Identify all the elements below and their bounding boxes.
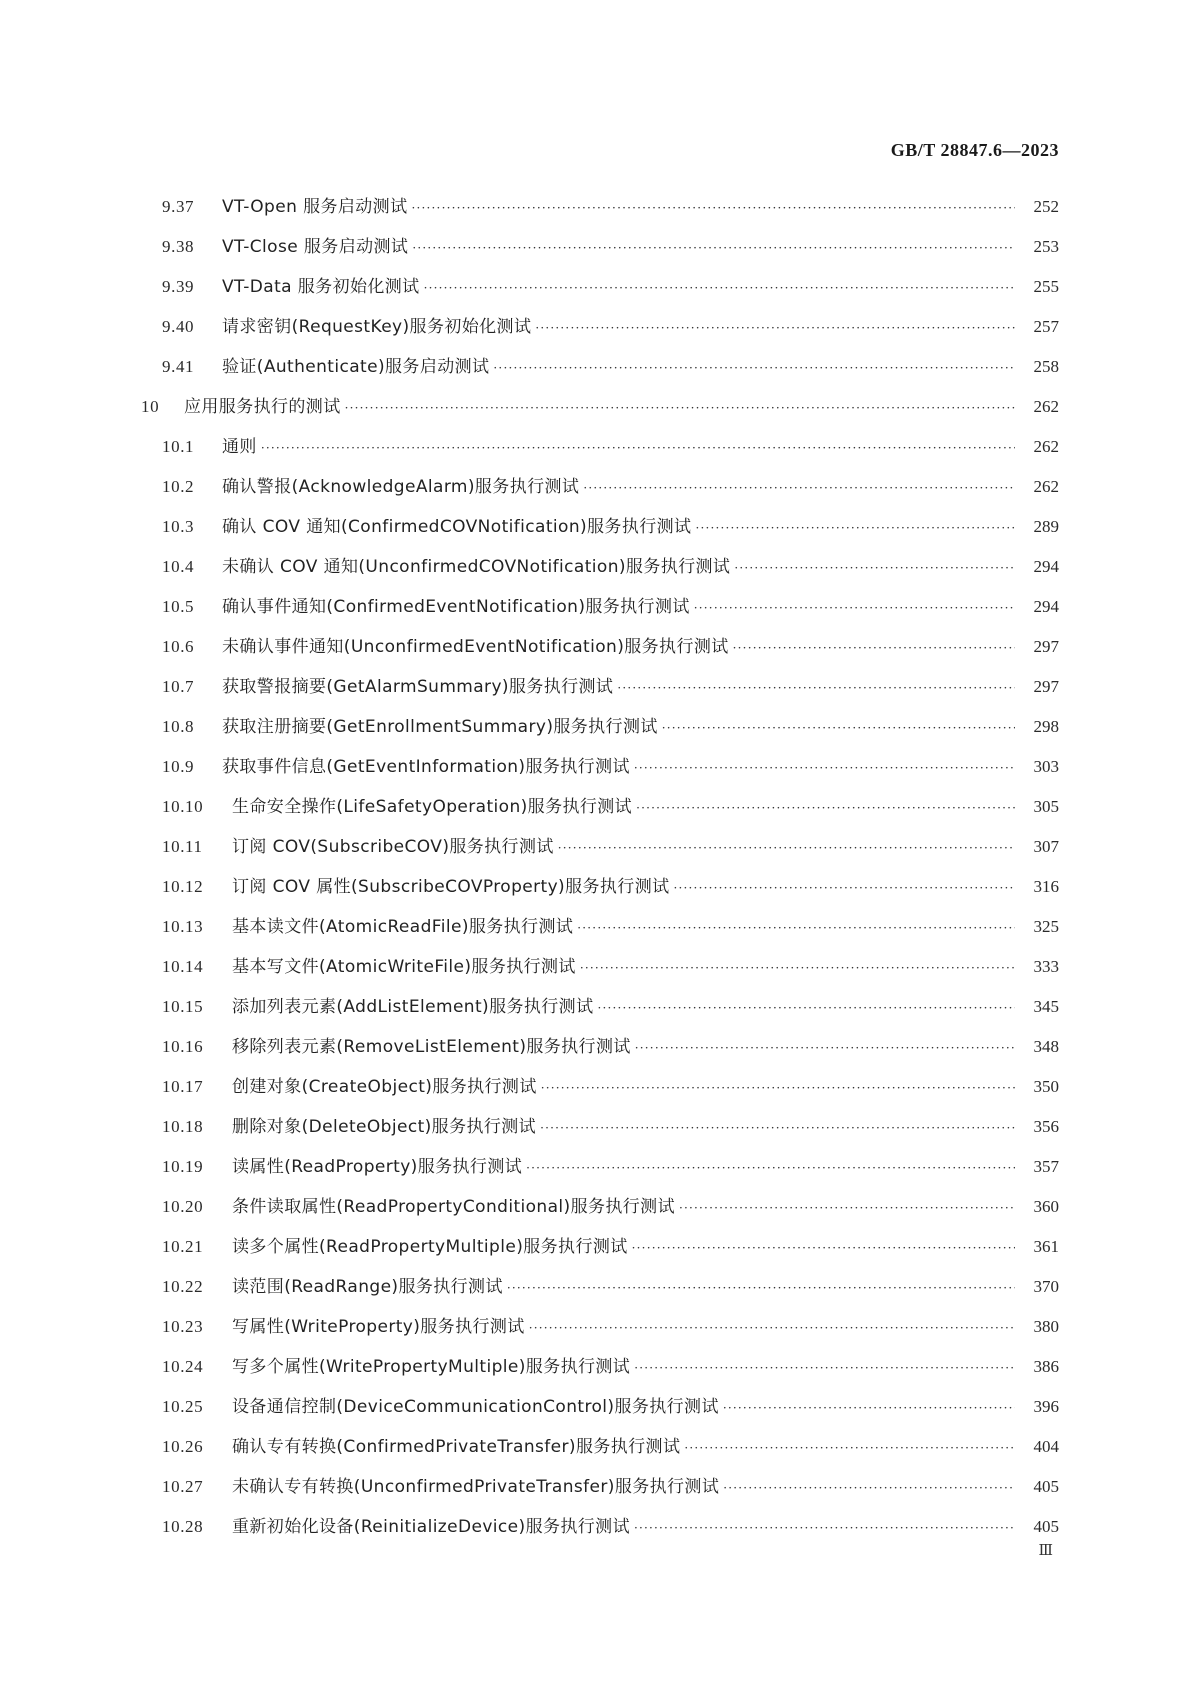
toc-entry-number: 10.26: [162, 1437, 204, 1456]
toc-entry[interactable]: [0, 1107, 1191, 1147]
toc-leader-dots: [662, 708, 1015, 748]
toc-entry-title: 添加列表元素(AddListElement)服务执行测试: [232, 997, 594, 1017]
toc-entry-page: 380: [1033, 1317, 1059, 1336]
toc-entry-page: 257: [1033, 317, 1059, 336]
toc-entry-title: 重新初始化设备(ReinitializeDevice)服务执行测试: [232, 1517, 630, 1537]
toc-entry[interactable]: [0, 307, 1191, 347]
toc-leader-dots: [723, 1468, 1015, 1508]
toc-entry-title: 应用服务执行的测试: [184, 397, 341, 417]
toc-entry-page: 396: [1033, 1397, 1059, 1416]
toc-entry-page: 262: [1033, 397, 1059, 416]
toc-entry-number: 9.37: [162, 197, 195, 216]
toc-entry-number: 10.23: [162, 1317, 204, 1336]
toc-entry[interactable]: [0, 1427, 1191, 1467]
toc-entry-page: 316: [1033, 877, 1059, 896]
toc-leader-dots: [261, 428, 1015, 468]
toc-leader-dots: [636, 788, 1015, 828]
toc-entry-page: 360: [1033, 1197, 1059, 1216]
toc-leader-dots: [597, 988, 1015, 1028]
toc-entry-number: 10.15: [162, 997, 204, 1016]
toc-entry-page: 303: [1033, 757, 1059, 776]
toc-entry[interactable]: [0, 387, 1191, 427]
toc-leader-dots: [734, 548, 1015, 588]
toc-leader-dots: [634, 748, 1015, 788]
toc-leader-dots: [529, 1308, 1015, 1348]
toc-entry[interactable]: [0, 667, 1191, 707]
toc-entry[interactable]: [0, 867, 1191, 907]
toc-entry-title: 获取事件信息(GetEventInformation)服务执行测试: [222, 757, 630, 777]
toc-entry-number: 9.39: [162, 277, 195, 296]
toc-entry-number: 10.5: [162, 597, 195, 616]
toc-entry-page: 294: [1033, 557, 1059, 576]
toc-entry-title: 读多个属性(ReadPropertyMultiple)服务执行测试: [232, 1237, 628, 1257]
toc-entry-number: 10.14: [162, 957, 204, 976]
toc-entry-page: 297: [1033, 677, 1059, 696]
toc-entry-number: 10: [141, 397, 160, 416]
toc-entry-page: 307: [1033, 837, 1059, 856]
toc-entry[interactable]: [0, 627, 1191, 667]
page-number: Ⅲ: [1038, 1543, 1053, 1559]
toc-entry-page: 255: [1033, 277, 1059, 296]
toc-leader-dots: [411, 188, 1015, 228]
toc-entry-title: 确认 COV 通知(ConfirmedCOVNotification)服务执行测试: [222, 517, 692, 537]
toc-entry-number: 10.10: [162, 797, 204, 816]
toc-entry-title: VT-Data 服务初始化测试: [222, 277, 420, 297]
toc-entry[interactable]: [0, 1027, 1191, 1067]
toc-entry-title: 未确认事件通知(UnconfirmedEventNotification)服务执行测试: [222, 637, 729, 657]
toc-leader-dots: [540, 1108, 1015, 1148]
toc-entry-number: 9.40: [162, 317, 195, 336]
toc-entry-number: 10.4: [162, 557, 195, 576]
toc-entry-title: 基本写文件(AtomicWriteFile)服务执行测试: [232, 957, 576, 977]
toc-leader-dots: [634, 1348, 1015, 1388]
toc-entry-title: 删除对象(DeleteObject)服务执行测试: [232, 1117, 537, 1137]
toc-entry-title: 设备通信控制(DeviceCommunicationControl)服务执行测试: [232, 1397, 719, 1417]
toc-entry-page: 294: [1033, 597, 1059, 616]
toc-entry-number: 10.11: [162, 837, 203, 856]
toc-entry-title: VT-Open 服务启动测试: [222, 197, 408, 217]
toc-entry-number: 10.8: [162, 717, 195, 736]
toc-entry-page: 305: [1033, 797, 1059, 816]
toc-entry-number: 10.24: [162, 1357, 204, 1376]
toc-leader-dots: [541, 1068, 1015, 1108]
toc-entry-page: 345: [1033, 997, 1059, 1016]
toc-entry-number: 10.16: [162, 1037, 204, 1056]
toc-entry-page: 258: [1033, 357, 1059, 376]
toc-entry-page: 253: [1033, 237, 1059, 256]
toc-entry[interactable]: [0, 987, 1191, 1027]
toc-entry-number: 10.12: [162, 877, 204, 896]
toc-entry[interactable]: [0, 467, 1191, 507]
toc-entry-page: 356: [1033, 1117, 1059, 1136]
toc-entry[interactable]: [0, 1387, 1191, 1427]
toc-leader-dots: [583, 468, 1015, 508]
toc-entry-title: 请求密钥(RequestKey)服务初始化测试: [222, 317, 532, 337]
toc-entry-number: 10.28: [162, 1517, 204, 1536]
toc-entry[interactable]: [0, 947, 1191, 987]
toc-entry-number: 10.3: [162, 517, 195, 536]
toc-entry[interactable]: [0, 827, 1191, 867]
toc-entry-title: 读属性(ReadProperty)服务执行测试: [232, 1157, 523, 1177]
toc-entry-number: 9.38: [162, 237, 195, 256]
toc-entry-title: 未确认专有转换(UnconfirmedPrivateTransfer)服务执行测试: [232, 1477, 720, 1497]
toc-entry-page: 405: [1033, 1517, 1059, 1536]
toc-leader-dots: [412, 228, 1015, 268]
toc-entry-title: 确认事件通知(ConfirmedEventNotification)服务执行测试: [222, 597, 690, 617]
toc-entry-page: 333: [1033, 957, 1059, 976]
standard-header: GB/T 28847.6—2023: [890, 140, 1059, 160]
toc-entry[interactable]: [0, 227, 1191, 267]
toc-entry[interactable]: [0, 267, 1191, 307]
toc-leader-dots: [507, 1268, 1015, 1308]
toc-leader-dots: [684, 1428, 1015, 1468]
toc-leader-dots: [674, 868, 1016, 908]
toc-entry[interactable]: [0, 507, 1191, 547]
toc-entry[interactable]: [0, 347, 1191, 387]
toc-entry-title: 订阅 COV(SubscribeCOV)服务执行测试: [232, 837, 554, 857]
toc-leader-dots: [577, 908, 1015, 948]
toc-entry-title: 读范围(ReadRange)服务执行测试: [232, 1277, 503, 1297]
toc-entry-title: 移除列表元素(RemoveListElement)服务执行测试: [232, 1037, 631, 1057]
toc-entry-number: 10.21: [162, 1237, 204, 1256]
toc-entry-number: 10.7: [162, 677, 195, 696]
toc-entry-page: 404: [1033, 1437, 1059, 1456]
toc-entry[interactable]: [0, 1267, 1191, 1307]
toc-entry-number: 10.20: [162, 1197, 204, 1216]
toc-entry-page: 370: [1033, 1277, 1059, 1296]
toc-leader-dots: [634, 1508, 1015, 1548]
toc-entry-page: 386: [1033, 1357, 1059, 1376]
toc-entry-number: 10.17: [162, 1077, 204, 1096]
toc-entry-title: 条件读取属性(ReadPropertyConditional)服务执行测试: [232, 1197, 675, 1217]
toc-leader-dots: [526, 1148, 1015, 1188]
toc-entry-number: 10.22: [162, 1277, 204, 1296]
toc-leader-dots: [733, 628, 1015, 668]
toc-entry-number: 10.27: [162, 1477, 204, 1496]
toc-leader-dots: [695, 508, 1015, 548]
toc-entry-title: 订阅 COV 属性(SubscribeCOVProperty)服务执行测试: [232, 877, 670, 897]
toc-entry-page: 297: [1033, 637, 1059, 656]
toc-entry-number: 9.41: [162, 357, 195, 376]
toc-entry-page: 325: [1033, 917, 1059, 936]
toc-entry-title: 写多个属性(WritePropertyMultiple)服务执行测试: [232, 1357, 631, 1377]
toc-entry-title: 生命安全操作(LifeSafetyOperation)服务执行测试: [232, 797, 633, 817]
toc-leader-dots: [723, 1388, 1015, 1428]
toc-entry-title: 创建对象(CreateObject)服务执行测试: [232, 1077, 537, 1097]
toc-entry-title: 获取警报摘要(GetAlarmSummary)服务执行测试: [222, 677, 614, 697]
toc-entry-page: 361: [1033, 1237, 1059, 1256]
toc-entry-number: 10.13: [162, 917, 204, 936]
toc-entry[interactable]: [0, 907, 1191, 947]
toc-entry-number: 10.19: [162, 1157, 204, 1176]
toc-leader-dots: [635, 1028, 1015, 1068]
toc-leader-dots: [493, 348, 1015, 388]
toc-entry[interactable]: [0, 187, 1191, 227]
toc-entry[interactable]: [0, 1227, 1191, 1267]
toc-entry-number: 10.6: [162, 637, 195, 656]
toc-entry[interactable]: [0, 1507, 1191, 1547]
toc-entry-page: 252: [1033, 197, 1059, 216]
toc-entry-title: 未确认 COV 通知(UnconfirmedCOVNotification)服务执行测试: [222, 557, 731, 577]
toc-entry-title: 写属性(WriteProperty)服务执行测试: [232, 1317, 525, 1337]
toc-leader-dots: [617, 668, 1015, 708]
toc-entry[interactable]: [0, 707, 1191, 747]
toc-entry-page: 350: [1033, 1077, 1059, 1096]
toc-entry[interactable]: [0, 587, 1191, 627]
toc-entry[interactable]: [0, 1187, 1191, 1227]
toc-leader-dots: [679, 1188, 1015, 1228]
toc-entry-page: 298: [1033, 717, 1059, 736]
toc-leader-dots: [632, 1228, 1015, 1268]
toc-leader-dots: [535, 308, 1015, 348]
toc-entry[interactable]: [0, 1067, 1191, 1107]
toc-entry[interactable]: [0, 1147, 1191, 1187]
toc-entry[interactable]: [0, 747, 1191, 787]
toc-entry-title: 确认警报(AcknowledgeAlarm)服务执行测试: [222, 477, 580, 497]
toc-entry-page: 348: [1033, 1037, 1059, 1056]
toc-entry-number: 10.25: [162, 1397, 204, 1416]
toc-entry-page: 289: [1033, 517, 1059, 536]
toc-leader-dots: [424, 268, 1015, 308]
toc-entry-number: 10.9: [162, 757, 195, 776]
toc-entry-title: 验证(Authenticate)服务启动测试: [222, 357, 490, 377]
toc-entry-page: 262: [1033, 437, 1059, 456]
toc-entry[interactable]: [0, 1467, 1191, 1507]
toc-entry-title: 获取注册摘要(GetEnrollmentSummary)服务执行测试: [222, 717, 658, 737]
toc-entry-number: 10.2: [162, 477, 195, 496]
toc-leader-dots: [580, 948, 1015, 988]
toc-entry-page: 405: [1033, 1477, 1059, 1496]
toc-leader-dots: [694, 588, 1015, 628]
toc-entry[interactable]: [0, 787, 1191, 827]
toc-entry-number: 10.18: [162, 1117, 204, 1136]
toc-entry-title: 通则: [222, 437, 257, 457]
toc-leader-dots: [558, 828, 1015, 868]
toc-entry[interactable]: [0, 1347, 1191, 1387]
toc-entry[interactable]: [0, 1307, 1191, 1347]
toc-entry[interactable]: [0, 547, 1191, 587]
toc-entry-page: 262: [1033, 477, 1059, 496]
toc-entry[interactable]: [0, 427, 1191, 467]
toc-entry-title: VT-Close 服务启动测试: [222, 237, 409, 257]
toc-entry-page: 357: [1033, 1157, 1059, 1176]
toc-entry-number: 10.1: [162, 437, 195, 456]
toc-entry-title: 确认专有转换(ConfirmedPrivateTransfer)服务执行测试: [232, 1437, 681, 1457]
toc-entry-title: 基本读文件(AtomicReadFile)服务执行测试: [232, 917, 574, 937]
toc-leader-dots: [345, 388, 1015, 428]
